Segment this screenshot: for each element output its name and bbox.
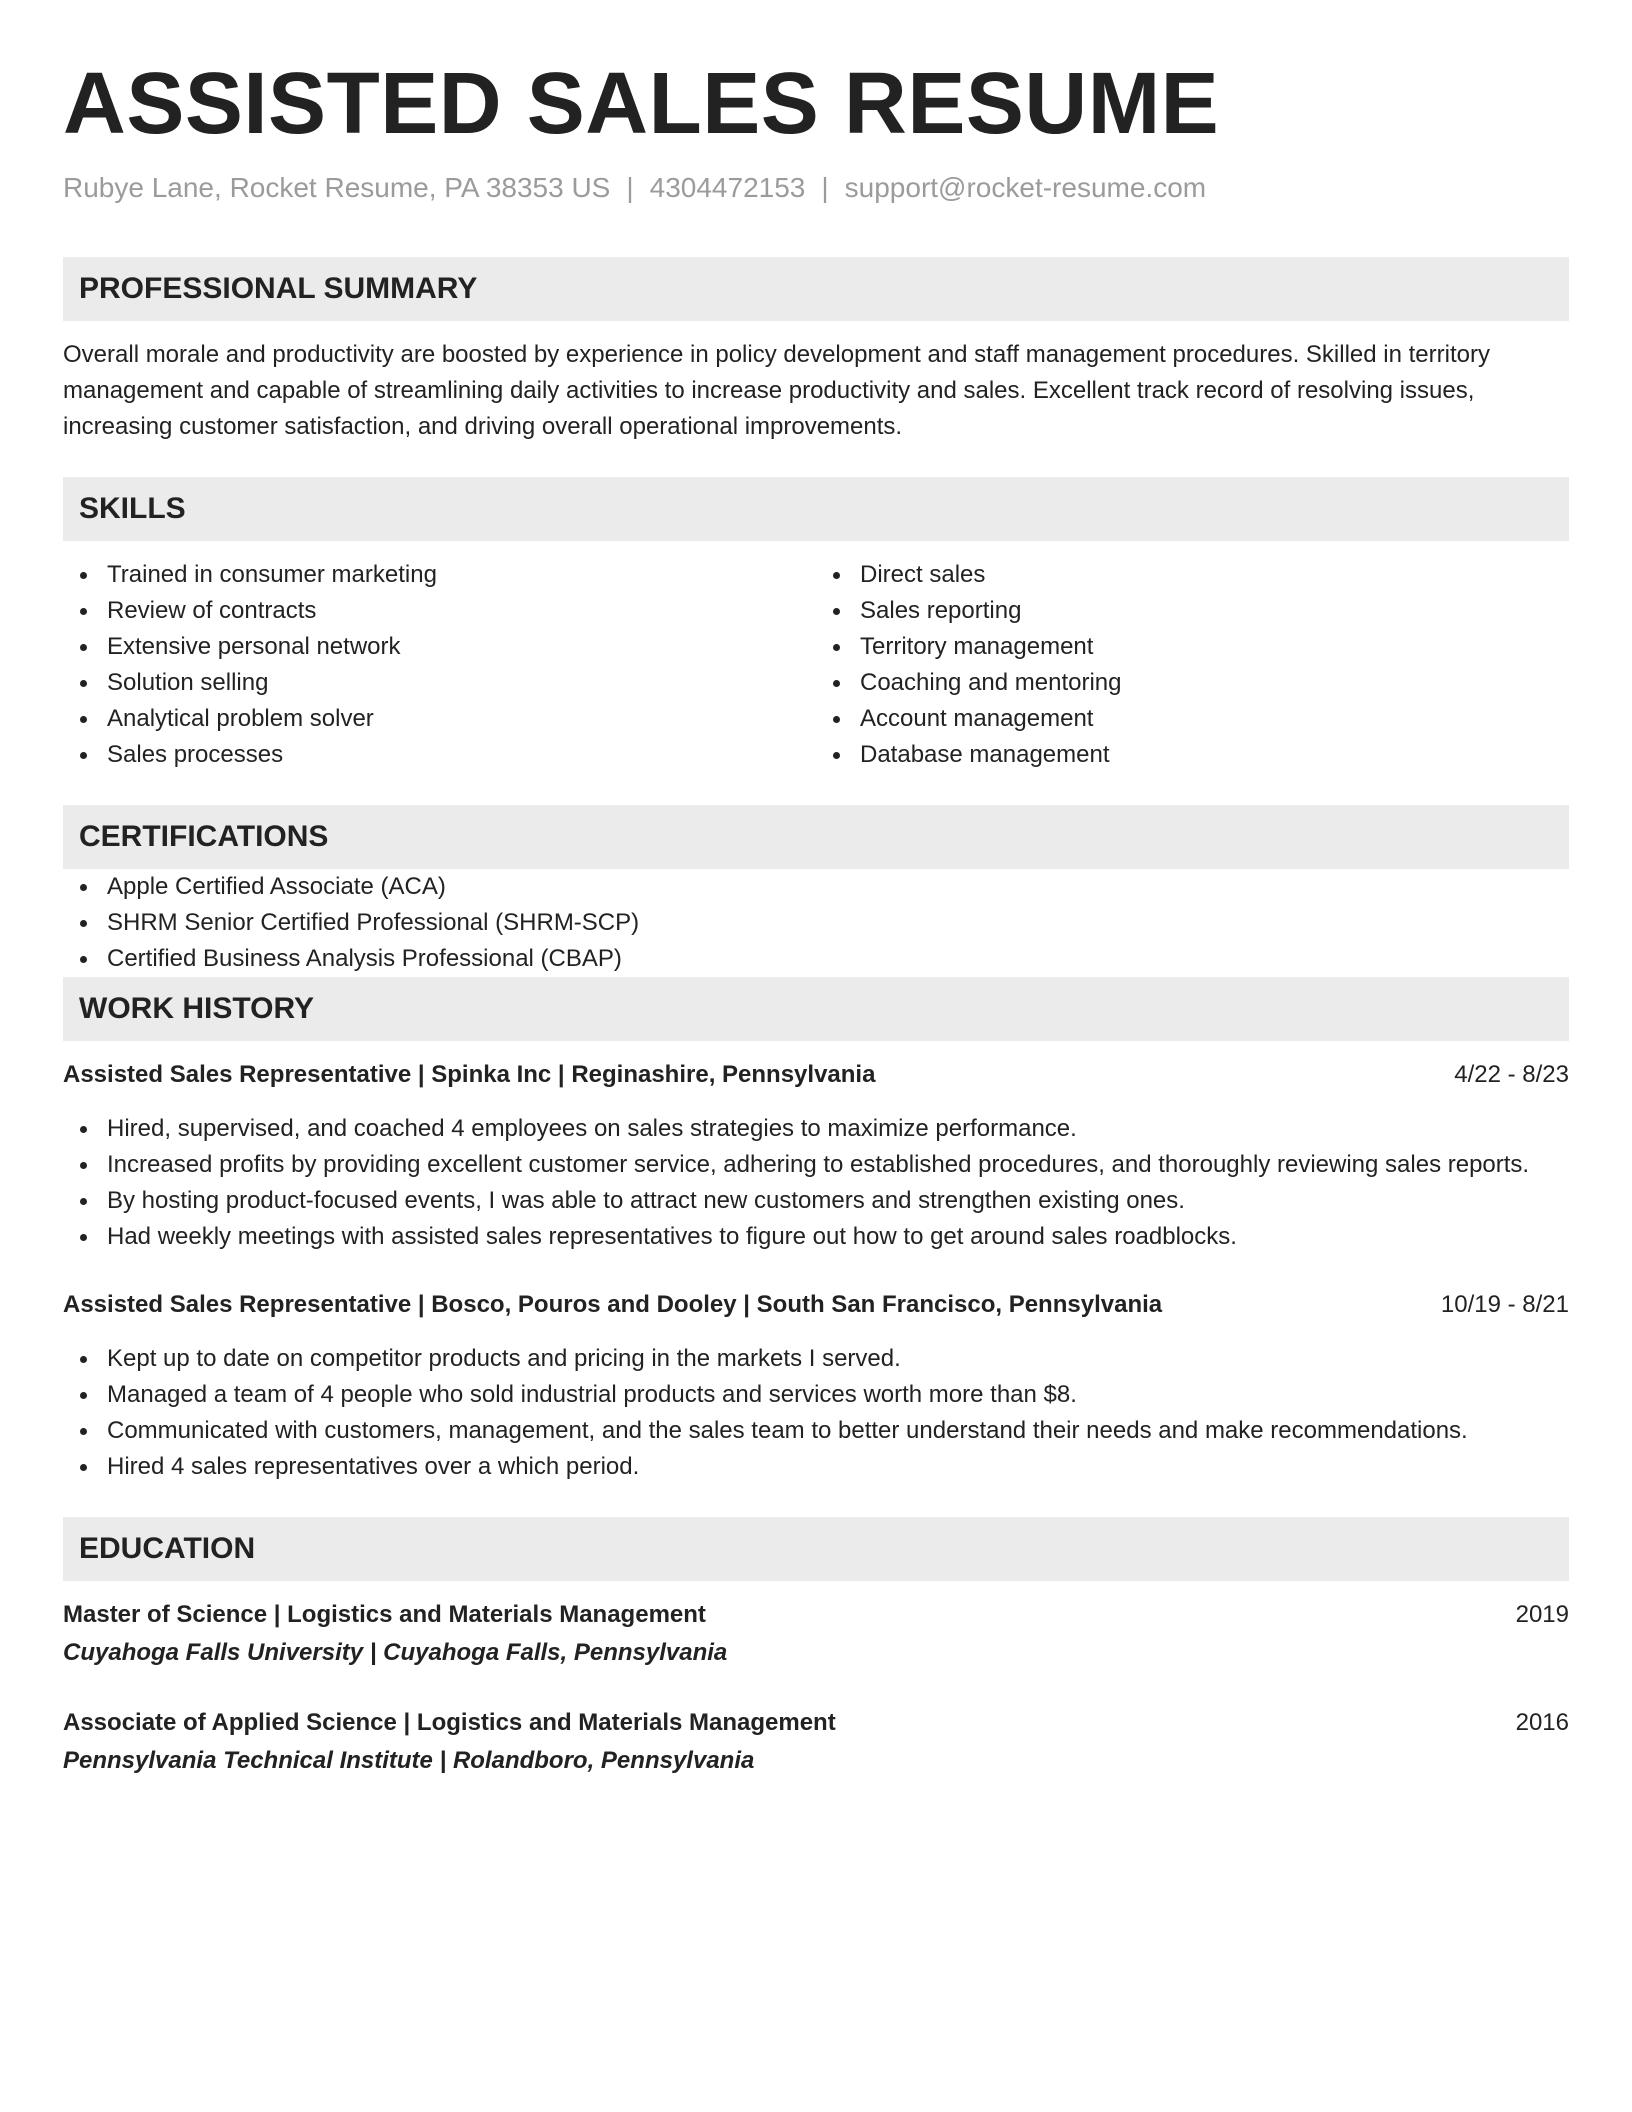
education-school: Cuyahoga Falls University | Cuyahoga Falls, Pennsylvania <box>63 1639 728 1666</box>
section-heading-summary: PROFESSIONAL SUMMARY <box>63 257 1569 321</box>
section-heading-certifications: CERTIFICATIONS <box>63 805 1569 869</box>
skills-column-left <box>63 557 816 773</box>
education-entry <box>63 1705 1569 1781</box>
skills-column-right <box>816 557 1569 773</box>
skill-item: Territory management <box>816 629 1569 665</box>
job-bullets <box>63 1341 1569 1485</box>
education-year: 2019 <box>1515 1601 1569 1628</box>
job-title: Assisted Sales Representative | Spinka Inc | Reginashire, Pennsylvania <box>63 1061 876 1088</box>
section-heading-education: EDUCATION <box>63 1517 1569 1581</box>
certification-item: SHRM Senior Certified Professional (SHRM-SCP) <box>63 905 1569 941</box>
skill-item: Sales reporting <box>816 593 1569 629</box>
certification-item: Certified Business Analysis Professional (CBAP) <box>63 941 1569 977</box>
job-bullet: Hired 4 sales representatives over a which period. <box>63 1449 1569 1485</box>
job-header <box>63 1287 1569 1323</box>
skill-item: Database management <box>816 737 1569 773</box>
certification-item: Apple Certified Associate (ACA) <box>63 869 1569 905</box>
job-bullet: Had weekly meetings with assisted sales representatives to figure out how to get around sales roadblocks. <box>63 1219 1569 1255</box>
education-year: 2016 <box>1515 1709 1569 1736</box>
job-bullet: Managed a team of 4 people who sold industrial products and services worth more than $8. <box>63 1377 1569 1413</box>
skill-item: Coaching and mentoring <box>816 665 1569 701</box>
skill-item: Analytical problem solver <box>63 701 816 737</box>
job-bullet: Kept up to date on competitor products and pricing in the markets I served. <box>63 1341 1569 1377</box>
skill-item: Trained in consumer marketing <box>63 557 816 593</box>
skills-list <box>63 557 1569 773</box>
summary-text: Overall morale and productivity are boosted by experience in policy development and staff management procedures. Skilled in territory management and capable of streamlining daily activities to increase productivity and sales. Excellent track record of resolving issues, increasing customer satisfaction, and driving overall operational improvements. <box>63 341 1490 440</box>
job-entry <box>63 1057 1569 1255</box>
education-degree: Master of Science | Logistics and Materials Management <box>63 1601 706 1628</box>
education-header <box>63 1705 1569 1741</box>
job-bullet: Communicated with customers, management, and the sales team to better understand their needs and make recommendations. <box>63 1413 1569 1449</box>
job-entry <box>63 1287 1569 1485</box>
page-title: ASSISTED SALES RESUME <box>63 55 1220 152</box>
skill-item: Review of contracts <box>63 593 816 629</box>
skill-item: Account management <box>816 701 1569 737</box>
skill-item: Extensive personal network <box>63 629 816 665</box>
skill-item: Direct sales <box>816 557 1569 593</box>
education-entry <box>63 1597 1569 1673</box>
section-heading-skills: SKILLS <box>63 477 1569 541</box>
contact-separator: | <box>626 172 634 203</box>
job-title: Assisted Sales Representative | Bosco, Pouros and Dooley | South San Francisco, Pennsylvania <box>63 1291 1163 1318</box>
education-school: Pennsylvania Technical Institute | Rolandboro, Pennsylvania <box>63 1747 755 1774</box>
contact-address: Rubye Lane, Rocket Resume, PA 38353 US <box>63 172 611 203</box>
education-header <box>63 1597 1569 1633</box>
job-bullets <box>63 1111 1569 1255</box>
job-dates: 4/22 - 8/23 <box>1454 1061 1569 1088</box>
job-bullet: Hired, supervised, and coached 4 employees on sales strategies to maximize performance. <box>63 1111 1569 1147</box>
certifications-list <box>63 869 1569 977</box>
section-heading-work-history: WORK HISTORY <box>63 977 1569 1041</box>
job-bullet: By hosting product-focused events, I was able to attract new customers and strengthen existing ones. <box>63 1183 1569 1219</box>
job-dates: 10/19 - 8/21 <box>1440 1291 1569 1318</box>
contact-email: support@rocket-resume.com <box>844 172 1207 203</box>
contact-phone: 4304472153 <box>649 172 806 203</box>
skill-item: Solution selling <box>63 665 816 701</box>
contact-separator: | <box>821 172 829 203</box>
job-bullet: Increased profits by providing excellent customer service, adhering to established procedures, and thoroughly reviewing sales reports. <box>63 1147 1569 1183</box>
skill-item: Sales processes <box>63 737 816 773</box>
job-header <box>63 1057 1569 1093</box>
contact-line <box>63 170 1569 206</box>
education-degree: Associate of Applied Science | Logistics and Materials Management <box>63 1709 836 1736</box>
